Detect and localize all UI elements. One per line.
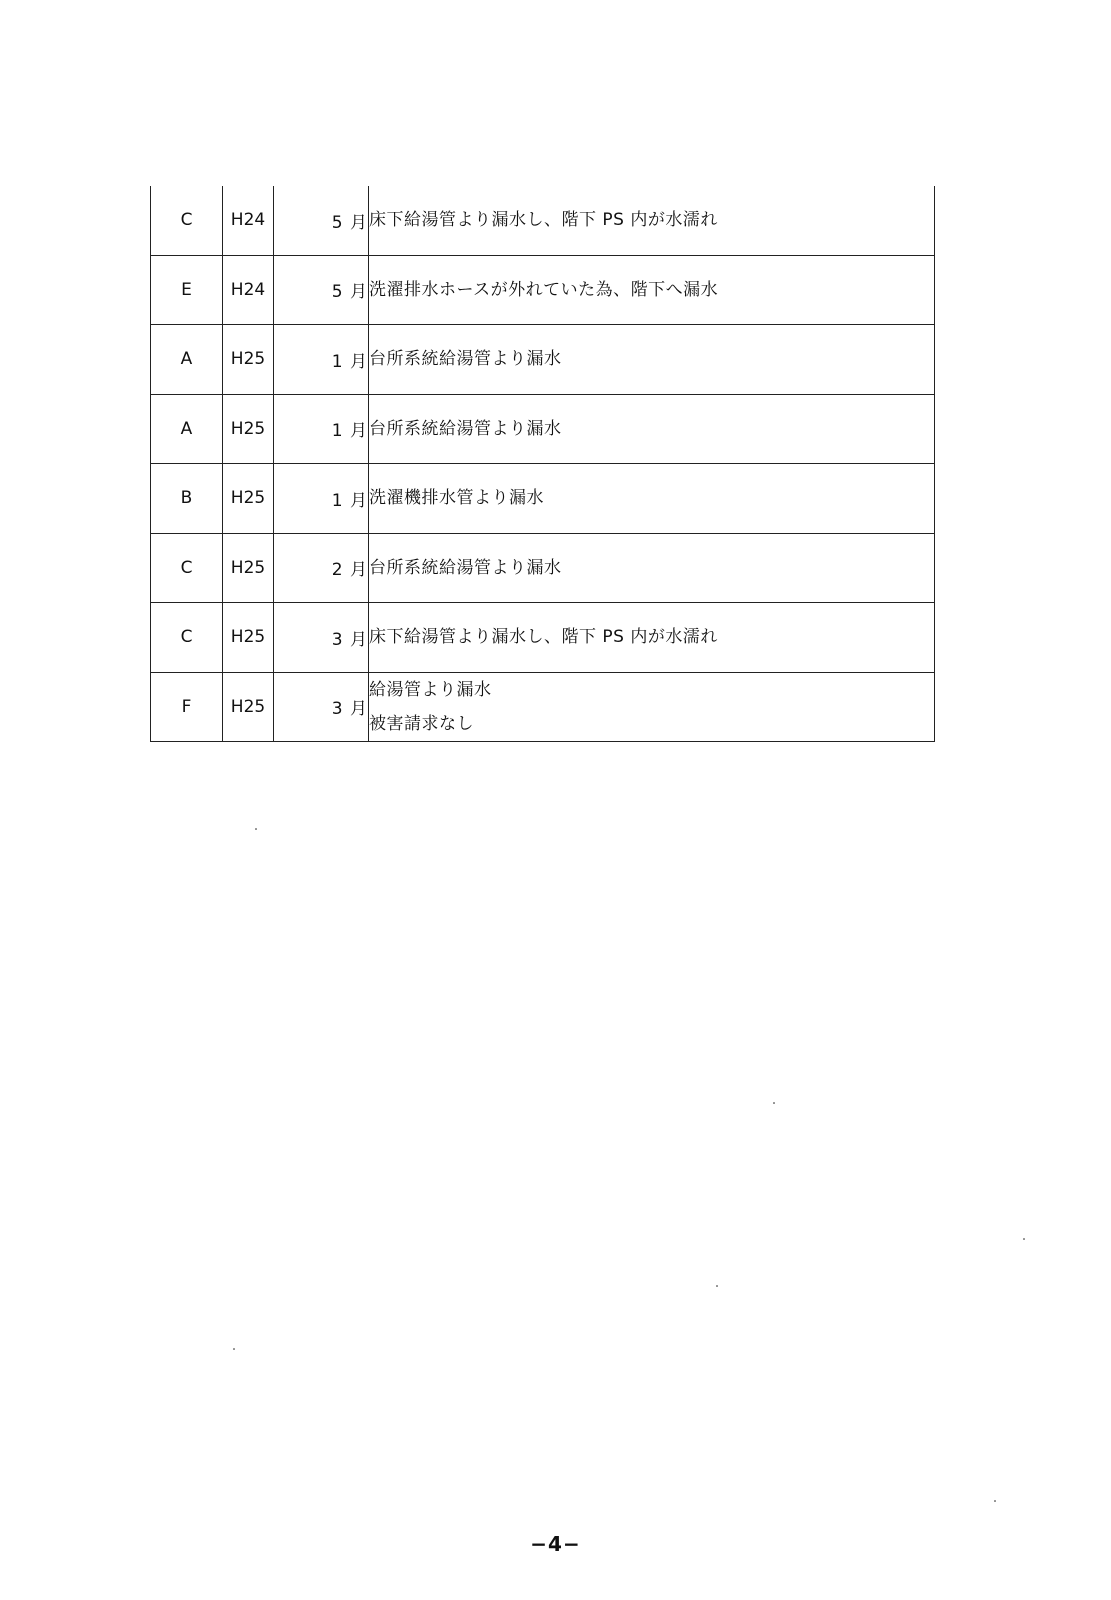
table-row <box>151 325 935 395</box>
month-cell: 5 月 <box>274 186 369 255</box>
year-cell: H24 <box>223 255 274 325</box>
table-row <box>151 464 935 534</box>
scan-speck <box>716 1285 718 1287</box>
month-cell: 5 月 <box>274 255 369 325</box>
month-cell: 1 月 <box>274 394 369 464</box>
scan-speck <box>233 1348 235 1350</box>
table-row <box>151 255 935 325</box>
year-cell: H25 <box>223 672 274 742</box>
month-cell: 2 月 <box>274 533 369 603</box>
page-number: −4− <box>530 1532 581 1556</box>
scan-speck <box>1023 1238 1025 1240</box>
leak-incident-table-body <box>151 186 935 742</box>
table-row <box>151 603 935 673</box>
year-cell: H25 <box>223 325 274 395</box>
description-cell <box>369 464 935 534</box>
description-line: 給湯管より漏水 <box>369 679 492 700</box>
description-cell <box>369 255 935 325</box>
scan-speck <box>773 1102 775 1104</box>
building-cell: C <box>151 533 223 603</box>
building-cell: B <box>151 464 223 534</box>
building-cell: A <box>151 325 223 395</box>
building-cell: A <box>151 394 223 464</box>
description-line: 台所系統給湯管より漏水 <box>369 557 562 578</box>
description-line: 台所系統給湯管より漏水 <box>369 349 562 370</box>
month-cell: 1 月 <box>274 325 369 395</box>
leak-incident-table <box>150 186 935 742</box>
building-cell: C <box>151 603 223 673</box>
description-line: 床下給湯管より漏水し、階下 PS 内が水濡れ <box>369 627 718 648</box>
building-cell: E <box>151 255 223 325</box>
scan-speck <box>255 828 257 830</box>
description-cell <box>369 325 935 395</box>
table-row <box>151 672 935 742</box>
description-line: 台所系統給湯管より漏水 <box>369 418 562 439</box>
description-line: 洗濯機排水管より漏水 <box>369 488 544 509</box>
description-line: 被害請求なし <box>369 713 474 734</box>
description-cell <box>369 533 935 603</box>
building-cell: F <box>151 672 223 742</box>
description-cell <box>369 672 935 742</box>
table-row <box>151 394 935 464</box>
description-cell <box>369 186 935 255</box>
year-cell: H25 <box>223 394 274 464</box>
table-row <box>151 533 935 603</box>
table-row <box>151 186 935 255</box>
month-cell: 1 月 <box>274 464 369 534</box>
year-cell: H24 <box>223 186 274 255</box>
year-cell: H25 <box>223 603 274 673</box>
description-line: 洗濯排水ホースが外れていた為、階下へ漏水 <box>369 279 719 300</box>
year-cell: H25 <box>223 464 274 534</box>
month-cell: 3 月 <box>274 672 369 742</box>
description-cell <box>369 394 935 464</box>
scan-speck <box>994 1500 996 1502</box>
month-cell: 3 月 <box>274 603 369 673</box>
building-cell: C <box>151 186 223 255</box>
description-line: 床下給湯管より漏水し、階下 PS 内が水濡れ <box>369 210 718 231</box>
year-cell: H25 <box>223 533 274 603</box>
description-cell <box>369 603 935 673</box>
